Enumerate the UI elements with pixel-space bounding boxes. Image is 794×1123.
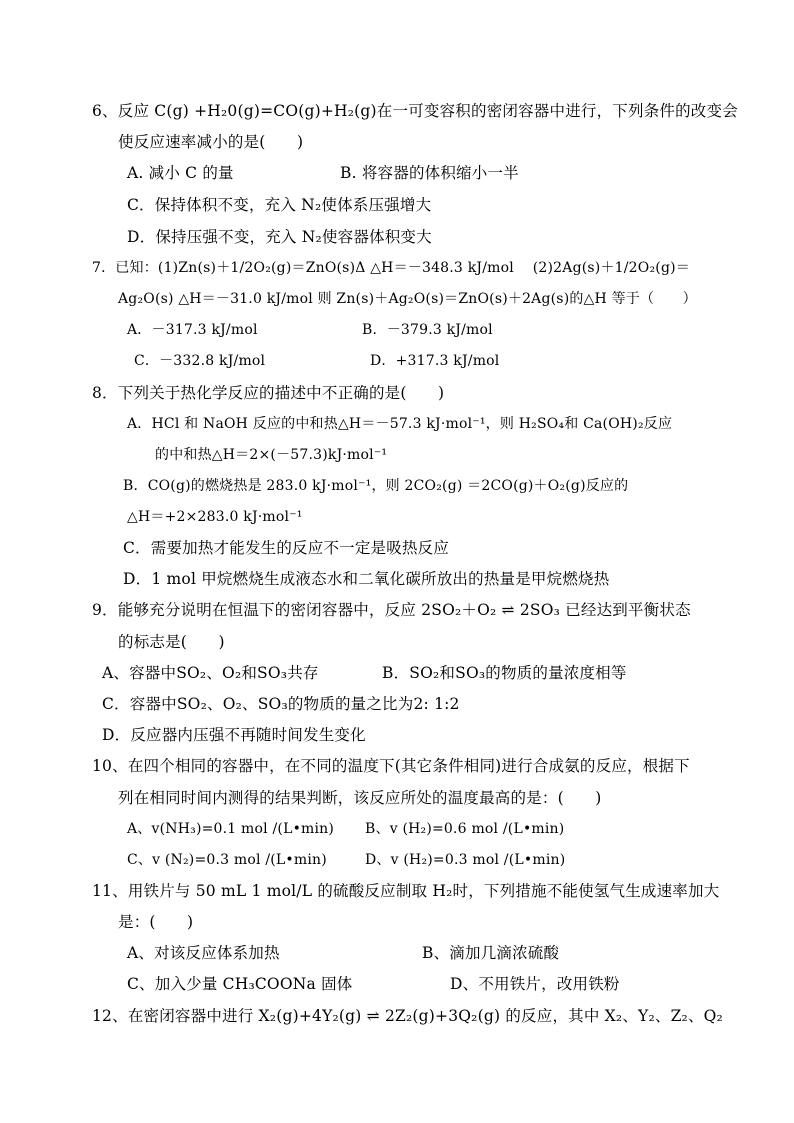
q9-option-d: D．反应器内压强不再随时间发生变化 (102, 726, 366, 744)
q7-stem-line-2: Ag₂O(s) △H＝－31.0 kJ/mol 则 Zn(s)＋Ag₂O(s)＝ZnO(s)＋2Ag(s)的△H 等于（ ） (118, 291, 697, 307)
q12-stem-line-1: 12、在密闭容器中进行 X₂(g)+4Y₂(g) ⇌ 2Z₂(g)+3Q₂(g) 的反应，其中 X₂、Y₂、Z₂、Q₂ (92, 1007, 723, 1025)
q6-option-c: C．保持体积不变，充入 N₂使体系压强增大 (127, 196, 432, 214)
q10-stem-line-2: 列在相同时间内测得的结果判断，该反应所处的温度最高的是：( ) (118, 789, 602, 807)
q6-option-b: B. 将容器的体积缩小一半 (340, 164, 519, 182)
q11-stem-line-1: 11、用铁片与 50 mL 1 mol/L 的硫酸反应制取 H₂时，下列措施不能使氢气生成速率加大 (92, 882, 720, 900)
q7-option-c: C．－332.8 kJ/mol (134, 353, 266, 369)
q7-option-b: B．－379.3 kJ/mol (362, 322, 493, 338)
q8-option-a-cont: 的中和热△H＝2×(－57.3)kJ·mol⁻¹ (155, 447, 388, 463)
q6-option-d: D．保持压强不变，充入 N₂使容器体积变大 (127, 228, 432, 246)
q6-stem-line-1: 6、反应 C(g) +H₂0(g)=CO(g)+H₂(g)在一可变容积的密闭容器中进行，下列条件的改变会 (92, 102, 738, 120)
q10-stem-line-1: 10、在四个相同的容器中，在不同的温度下(其它条件相同)进行合成氨的反应，根据下 (92, 757, 690, 775)
q9-option-b: B．SO₂和SO₃的物质的量浓度相等 (382, 664, 627, 682)
q10-option-c: C、v (N₂)=0.3 mol /(L•min) (127, 852, 327, 868)
q9-stem-line-2: 的标志是( ) (118, 633, 225, 651)
q9-option-a: A、容器中SO₂、O₂和SO₃共存 (102, 664, 319, 682)
q11-stem-line-2: 是：( ) (118, 913, 194, 931)
q11-option-d: D、不用铁片，改用铁粉 (450, 975, 620, 993)
q11-option-b: B、滴加几滴浓硫酸 (422, 944, 560, 962)
q7-stem-line-1: 7．已知：(1)Zn(s)＋1/2O₂(g)＝ZnO(s)Δ △H＝－348.3 kJ/mol (2)2Ag(s)＋1/2O₂(g)＝ (92, 260, 690, 276)
q11-option-c: C、加入少量 CH₃COONa 固体 (127, 975, 353, 993)
q10-option-b: B、v (H₂)=0.6 mol /(L•min) (365, 821, 565, 837)
q7-option-a: A．－317.3 kJ/mol (127, 322, 258, 338)
q8-option-b-cont: △H＝+2×283.0 kJ·mol⁻¹ (127, 509, 303, 525)
q7-option-d: D．+317.3 kJ/mol (370, 353, 500, 369)
q6-option-a: A. 减小 C 的量 (127, 164, 234, 182)
q6-stem-line-2: 使反应速率减小的是( ) (118, 133, 304, 151)
q8-option-d: D．1 mol 甲烷燃烧生成液态水和二氧化碳所放出的热量是甲烷燃烧热 (123, 570, 610, 588)
q8-stem-line-1: 8．下列关于热化学反应的描述中不正确的是( ) (92, 384, 445, 402)
q8-option-c: C．需要加热才能发生的反应不一定是吸热反应 (123, 539, 450, 557)
q11-option-a: A、对该反应体系加热 (127, 944, 280, 962)
q8-option-b: B．CO(g)的燃烧热是 283.0 kJ·mol⁻¹，则 2CO₂(g) ＝2CO(g)＋O₂(g)反应的 (123, 478, 629, 494)
q10-option-a: A、v(NH₃)=0.1 mol /(L•min) (127, 821, 335, 837)
q9-stem-line-1: 9．能够充分说明在恒温下的密闭容器中，反应 2SO₂＋O₂ ⇌ 2SO₃ 已经达到平衡状态 (92, 601, 691, 619)
q10-option-d: D、v (H₂)=0.3 mol /(L•min) (365, 852, 566, 868)
q8-option-a: A．HCl 和 NaOH 反应的中和热△H＝－57.3 kJ·mol⁻¹，则 H₂SO₄和 Ca(OH)₂反应 (127, 416, 673, 432)
q9-option-c: C．容器中SO₂、O₂、SO₃的物质的量之比为2: 1:2 (102, 695, 460, 713)
